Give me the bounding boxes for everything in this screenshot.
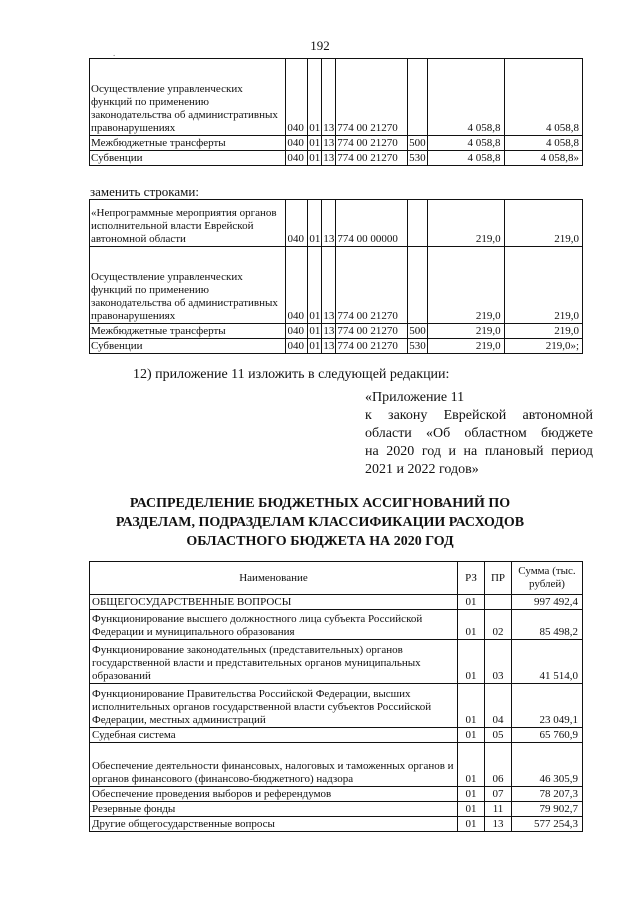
cell-sum: 85 498,2	[512, 610, 583, 640]
heading-line: ОБЛАСТНОГО БЮДЖЕТА НА 2020 ГОД	[186, 534, 454, 549]
cell-code: 040	[286, 247, 308, 324]
cell-code: 13	[322, 247, 336, 324]
table-row	[90, 151, 583, 166]
cell-sum: 577 254,3	[512, 817, 583, 832]
replace-text: заменить строками:	[90, 184, 199, 199]
cell-code: 774 00 21270	[336, 324, 408, 339]
cell-sum: 997 492,4	[512, 595, 583, 610]
cell-rz: 01	[458, 817, 485, 832]
cell-value: 4 058,8	[428, 59, 504, 136]
cell-code: 13	[323, 152, 335, 164]
row-name: Межбюджетные трансферты	[90, 324, 286, 339]
cell-rz: 01	[458, 743, 485, 787]
row-name: «Непрограммные мероприятия органов исполнительной власти Еврейской автономной области	[90, 200, 286, 247]
cell-value: 219,0	[428, 324, 504, 339]
cell-code	[408, 247, 428, 324]
row-name: Обеспечение деятельности финансовых, налоговых и таможенных органов и органов финансового (финансово-бюджетного) надзора	[90, 743, 458, 787]
cell-value: 219,0»;	[504, 339, 582, 354]
table-row	[90, 339, 583, 354]
cell-code: 040	[286, 324, 308, 339]
table-row	[90, 728, 583, 743]
cell-sum: 41 514,0	[512, 640, 583, 684]
row-name: Функционирование высшего должностного лица субъекта Российской Федерации и муниципального образования	[90, 610, 458, 640]
header-sum: Сумма (тыс. рублей)	[512, 562, 583, 595]
table-row	[90, 200, 583, 247]
table-row	[90, 684, 583, 728]
cell-code: 01	[309, 137, 321, 149]
cell-rz: 01	[458, 595, 485, 610]
cell-pr: 13	[485, 817, 512, 832]
cell-pr: 05	[485, 728, 512, 743]
table-row	[90, 640, 583, 684]
cell-code: 13	[323, 137, 335, 149]
cell-code	[408, 59, 428, 136]
table-row	[90, 595, 583, 610]
cell-value: 4 058,8	[428, 136, 504, 151]
cell-code: 774 00 21270	[336, 59, 408, 136]
cell-pr: 02	[485, 610, 512, 640]
cell-value: 4 058,8»	[504, 151, 582, 166]
cell-sum: 65 760,9	[512, 728, 583, 743]
table-row	[90, 247, 583, 324]
row-name: Осуществление управленческих функций по применению законодательства об административных правонарушениях	[90, 59, 286, 136]
cell-value: 4 058,8	[504, 59, 582, 136]
row-name: Функционирование законодательных (представительных) органов государственной власти и представительных органов муниципальных образований	[90, 640, 458, 684]
table-row	[90, 743, 583, 787]
heading-line: РАСПРЕДЕЛЕНИЕ БЮДЖЕТНЫХ АССИГНОВАНИЙ ПО	[129, 496, 511, 511]
appendix-line: 2021 и 2022 годов»	[365, 462, 479, 477]
heading-line: РАЗДЕЛАМ, ПОДРАЗДЕЛАМ КЛАССИФИКАЦИИ РАСХОДОВ	[115, 515, 525, 530]
cell-code: 500	[409, 325, 426, 337]
cell-rz: 01	[458, 610, 485, 640]
cell-pr: 04	[485, 684, 512, 728]
row-name: Субвенции	[90, 151, 286, 166]
cell-code: 774 00 21270	[336, 247, 408, 324]
header-rz: РЗ	[458, 562, 485, 595]
page-number: 192	[310, 38, 330, 53]
cell-value: 4 058,8	[504, 136, 582, 151]
cell-code: 774 00 00000	[336, 200, 408, 247]
cell-code: 01	[308, 247, 322, 324]
cell-code: 01	[309, 325, 321, 337]
cell-code: 01	[309, 340, 321, 352]
row-name: Межбюджетные трансферты	[90, 136, 286, 151]
cell-rz: 01	[458, 728, 485, 743]
row-name: ОБЩЕГОСУДАРСТВЕННЫЕ ВОПРОСЫ	[90, 595, 458, 610]
cell-pr: 03	[485, 640, 512, 684]
header-name: Наименование	[90, 562, 458, 595]
appendix-line: на 2020 год и на плановый период	[365, 444, 593, 459]
scan-dot: .	[113, 48, 116, 58]
header-pr: ПР	[485, 562, 512, 595]
cell-code: 01	[308, 59, 322, 136]
table-header-row	[90, 562, 583, 595]
cell-value: 219,0	[504, 247, 582, 324]
cell-code: 040	[286, 200, 308, 247]
row-name: Функционирование Правительства Российской Федерации, высших исполнительных органов государственной власти субъектов Российской Федерации, местных администраций	[90, 684, 458, 728]
cell-code: 13	[322, 200, 336, 247]
cell-value: 4 058,8	[428, 151, 504, 166]
row-name: Судебная система	[90, 728, 458, 743]
cell-rz: 01	[458, 802, 485, 817]
cell-sum: 23 049,1	[512, 684, 583, 728]
cell-rz: 01	[458, 640, 485, 684]
cell-value: 219,0	[428, 247, 504, 324]
cell-pr: 11	[485, 802, 512, 817]
cell-code: 774 00 21270	[336, 339, 408, 354]
cell-code: 500	[409, 137, 426, 149]
appendix-line: области «Об областном бюджете	[365, 426, 593, 441]
cell-code: 01	[308, 200, 322, 247]
cell-code: 530	[409, 340, 426, 352]
cell-code: 13	[322, 59, 336, 136]
cell-value: 219,0	[504, 200, 582, 247]
section-heading	[0, 494, 640, 551]
cell-pr	[485, 595, 512, 610]
table-row	[90, 136, 583, 151]
table-row	[90, 802, 583, 817]
cell-code: 01	[309, 152, 321, 164]
budget-table-old	[89, 58, 583, 166]
table-row	[90, 787, 583, 802]
cell-sum: 79 902,7	[512, 802, 583, 817]
row-name: Обеспечение проведения выборов и референдумов	[90, 787, 458, 802]
row-name: Субвенции	[90, 339, 286, 354]
budget-table-new	[89, 199, 583, 354]
table-row	[90, 324, 583, 339]
cell-code: 774 00 21270	[336, 136, 408, 151]
cell-code: 040	[286, 151, 308, 166]
appendix-reference	[365, 389, 593, 479]
cell-code: 774 00 21270	[336, 151, 408, 166]
cell-pr: 06	[485, 743, 512, 787]
row-name: Осуществление управленческих функций по применению законодательства об административных правонарушениях	[90, 247, 286, 324]
appendix-line: «Приложение 11	[365, 390, 465, 405]
table-row	[90, 817, 583, 832]
appendix-line: к закону Еврейской автономной	[365, 408, 593, 423]
cell-code: 530	[409, 152, 426, 164]
cell-sum: 78 207,3	[512, 787, 583, 802]
cell-value: 219,0	[504, 324, 582, 339]
table-row	[90, 610, 583, 640]
item-12-text: 12) приложение 11 изложить в следующей редакции:	[133, 367, 450, 382]
cell-code: 040	[286, 136, 308, 151]
cell-code: 040	[286, 59, 308, 136]
table-row	[90, 59, 583, 136]
cell-code: 13	[323, 340, 335, 352]
cell-rz: 01	[458, 684, 485, 728]
row-name: Другие общегосударственные вопросы	[90, 817, 458, 832]
cell-rz: 01	[458, 787, 485, 802]
cell-value: 219,0	[428, 200, 504, 247]
cell-code: 040	[286, 339, 308, 354]
row-name: Резервные фонды	[90, 802, 458, 817]
cell-value: 219,0	[428, 339, 504, 354]
cell-pr: 07	[485, 787, 512, 802]
cell-code: 13	[323, 325, 335, 337]
cell-code	[408, 200, 428, 247]
cell-sum: 46 305,9	[512, 743, 583, 787]
allocation-table	[89, 561, 583, 832]
